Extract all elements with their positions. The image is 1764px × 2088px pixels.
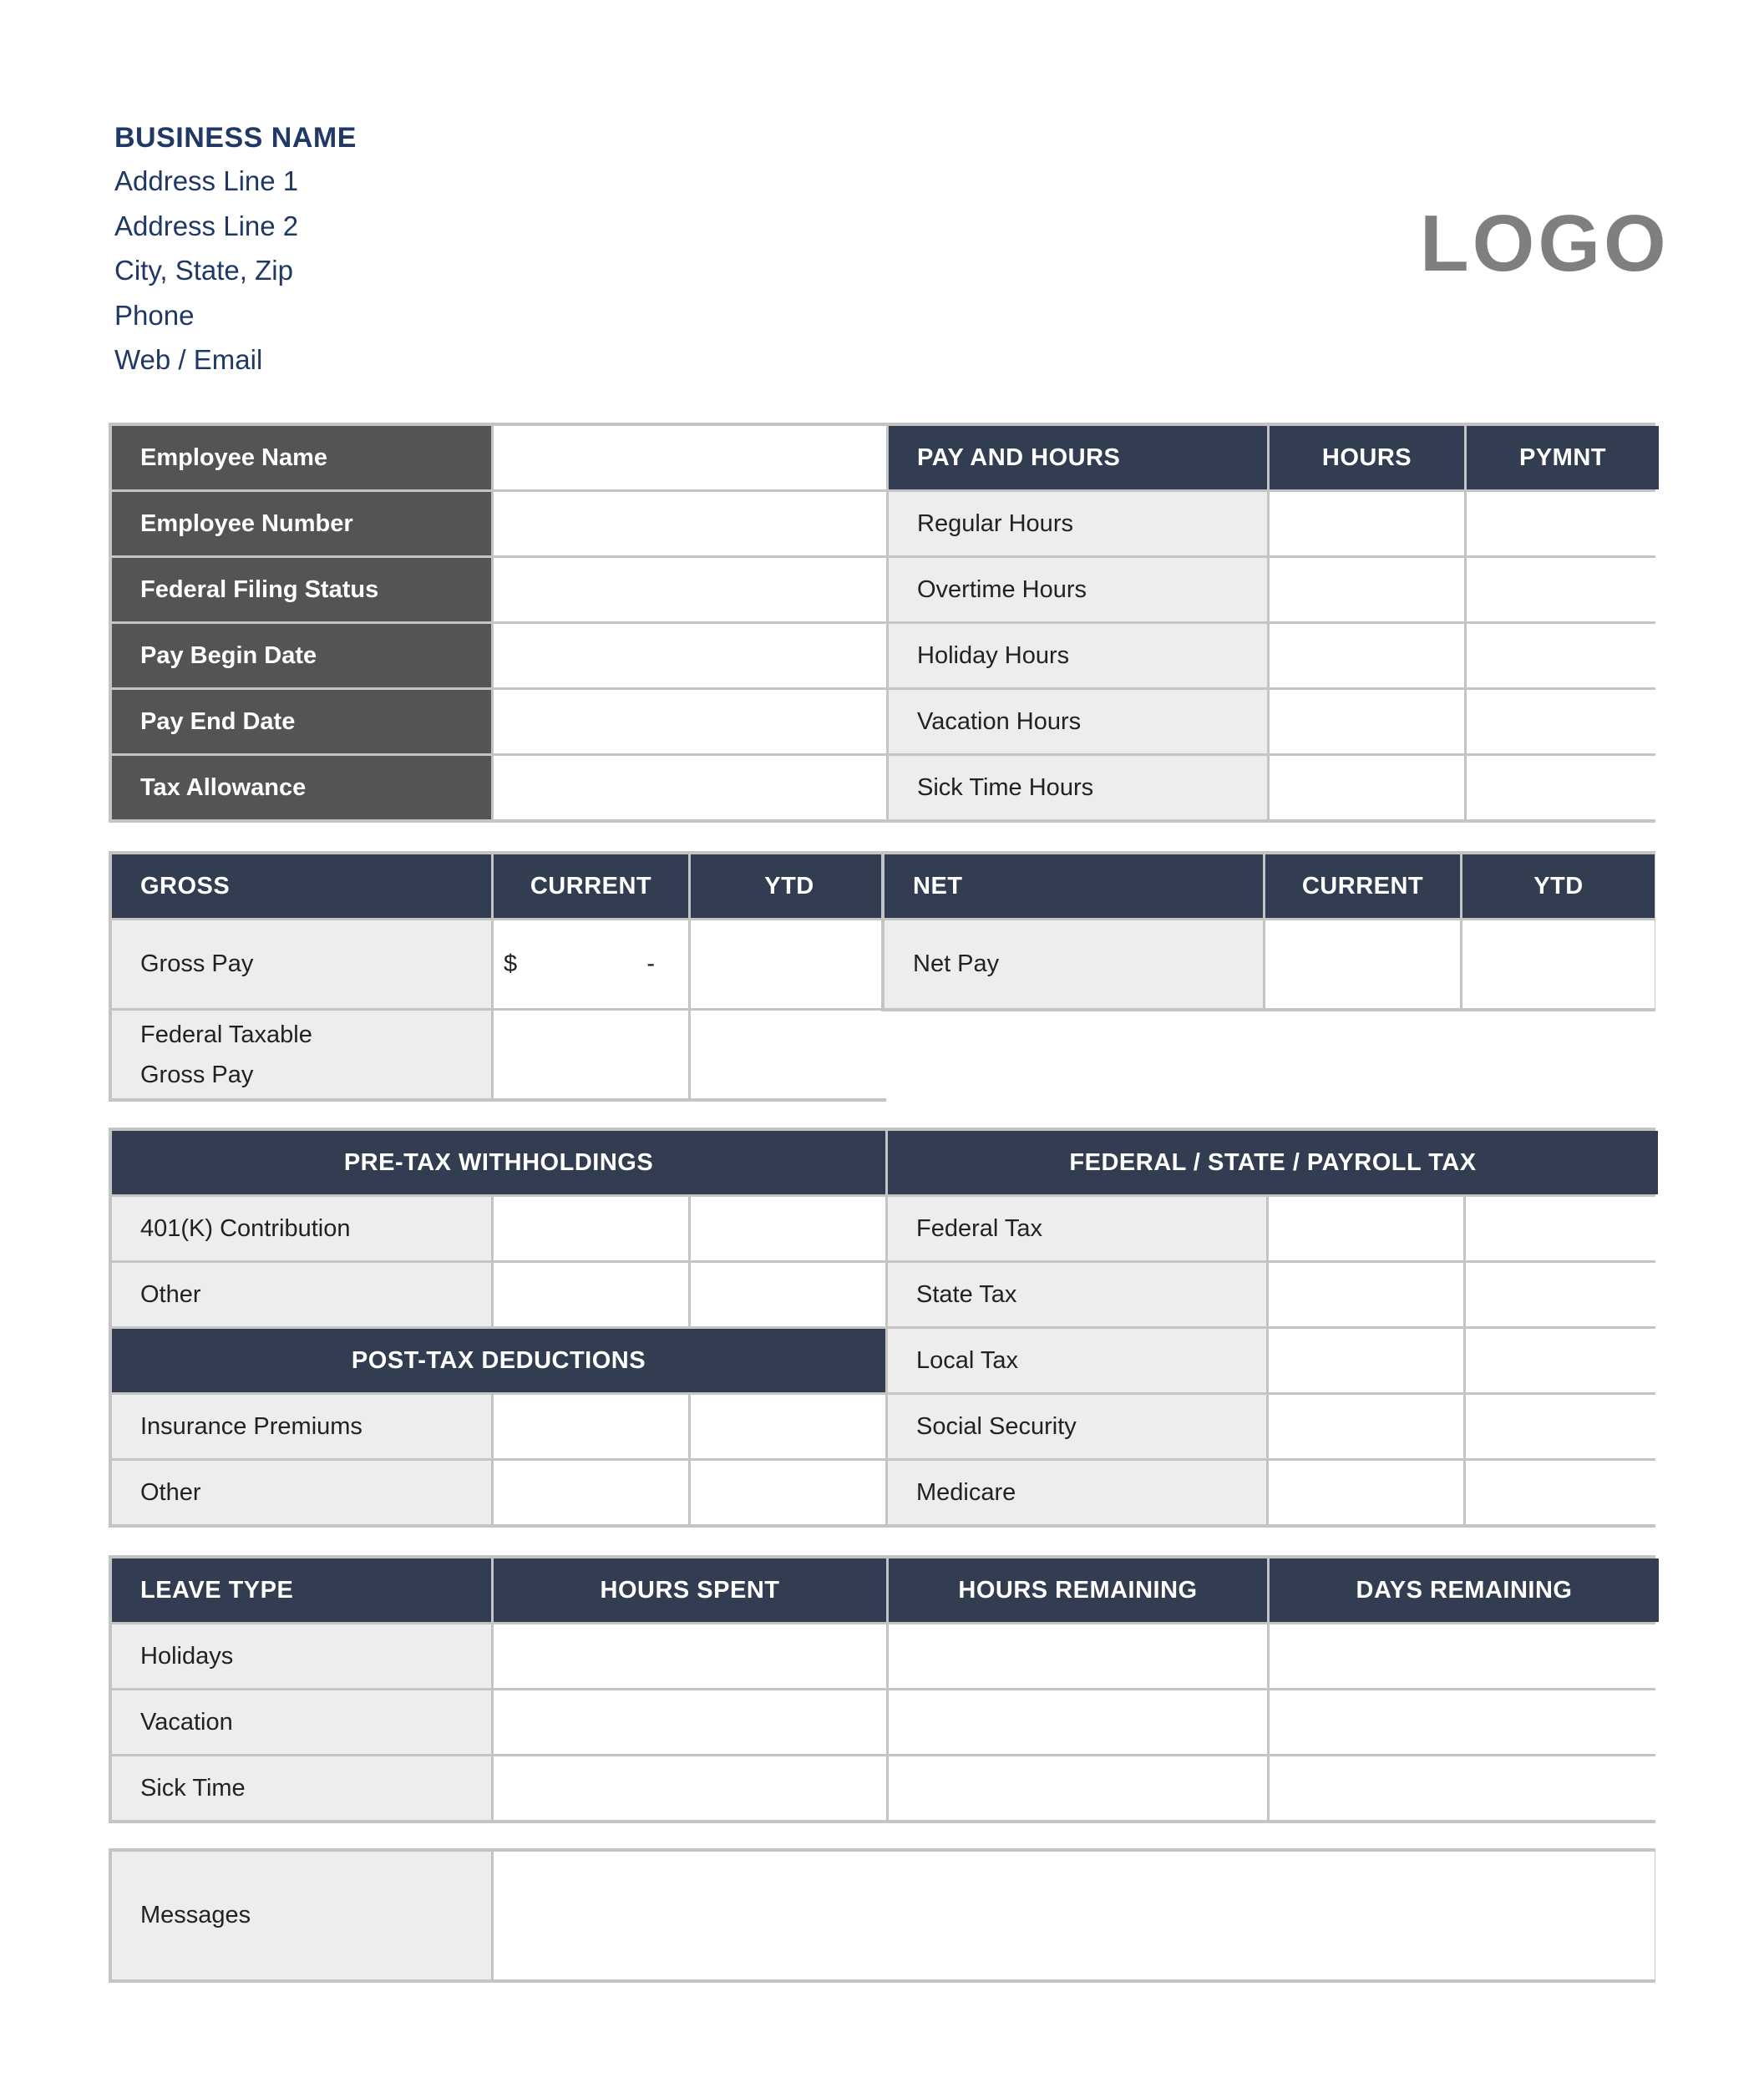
medicare-label: Medicare [888,1461,1266,1524]
net-pay-current[interactable] [1265,920,1460,1008]
address-line-2: Address Line 2 [114,210,299,241]
overtime-hours-value[interactable] [1270,558,1464,621]
employee-number-label: Employee Number [112,492,491,555]
federal-tax-ytd[interactable] [1466,1197,1658,1260]
federal-taxable-current[interactable] [494,1011,688,1098]
pay-end-date-label: Pay End Date [112,690,491,753]
vacation-hours-label: Vacation Hours [889,690,1267,753]
holiday-hours-label: Holiday Hours [889,624,1267,687]
pay-begin-date-value[interactable] [494,624,886,687]
net-pay-label: Net Pay [885,920,1263,1008]
posttax-deductions-header: POST-TAX DEDUCTIONS [112,1329,885,1392]
posttax-other-label: Other [112,1461,491,1524]
gross-pay-current[interactable] [494,920,688,1008]
gross-ytd-header: YTD [691,854,888,918]
regular-hours-value[interactable] [1270,492,1464,555]
sick-time-hours-payment[interactable] [1467,756,1659,819]
vacation-hours-remaining[interactable] [889,1690,1267,1754]
gross-pay-label: Gross Pay [112,920,491,1008]
employee-name-label: Employee Name [112,426,491,489]
social-security-label: Social Security [888,1395,1266,1458]
federal-filing-status-value[interactable] [494,558,886,621]
vacation-hours-value[interactable] [1270,690,1464,753]
pay-hours-header: PAY AND HOURS [889,426,1267,489]
sick-time-hours-remaining[interactable] [889,1756,1267,1820]
overtime-hours-payment[interactable] [1467,558,1659,621]
federal-taxable-line-2: Gross Pay [140,1061,254,1088]
gross-header: GROSS [112,854,491,918]
local-tax-ytd[interactable] [1466,1329,1658,1392]
phone: Phone [114,299,195,331]
tax-allowance-value[interactable] [494,756,886,819]
payment-column-header: PYMNT [1467,426,1659,489]
local-tax-label: Local Tax [888,1329,1266,1392]
business-name: BUSINESS NAME [114,122,357,154]
posttax-other-ytd[interactable] [691,1461,885,1524]
holiday-hours-value[interactable] [1270,624,1464,687]
vacation-label: Vacation [112,1690,491,1754]
holidays-days-remaining[interactable] [1270,1624,1659,1688]
holiday-hours-payment[interactable] [1467,624,1659,687]
federal-filing-status-label: Federal Filing Status [112,558,491,621]
federal-taxable-line-1: Federal Taxable [140,1021,312,1048]
401k-contribution-ytd[interactable] [691,1197,885,1260]
federal-tax-label: Federal Tax [888,1197,1266,1260]
holidays-hours-remaining[interactable] [889,1624,1267,1688]
social-security-ytd[interactable] [1466,1395,1658,1458]
net-pay-ytd[interactable] [1462,920,1655,1008]
messages-value[interactable] [494,1852,1655,1979]
sick-time-hours-label: Sick Time Hours [889,756,1267,819]
vacation-hours-spent[interactable] [494,1690,886,1754]
sick-time-hours-spent[interactable] [494,1756,886,1820]
messages-label: Messages [112,1852,491,1979]
401k-contribution-current[interactable] [494,1197,688,1260]
posttax-other-current[interactable] [494,1461,688,1524]
leave-type-header: LEAVE TYPE [112,1558,491,1622]
sick-time-days-remaining[interactable] [1270,1756,1659,1820]
hours-column-header: HOURS [1270,426,1464,489]
regular-hours-payment[interactable] [1467,492,1659,555]
insurance-premiums-ytd[interactable] [691,1395,885,1458]
days-remaining-header: DAYS REMAINING [1270,1558,1659,1622]
state-tax-label: State Tax [888,1263,1266,1326]
web-email: Web / Email [114,344,263,375]
pay-end-date-value[interactable] [494,690,886,753]
tax-allowance-label: Tax Allowance [112,756,491,819]
employee-name-value[interactable] [494,426,886,489]
holidays-label: Holidays [112,1624,491,1688]
insurance-premiums-current[interactable] [494,1395,688,1458]
hours-spent-header: HOURS SPENT [494,1558,886,1622]
logo-placeholder: LOGO [1420,199,1670,288]
employee-pay-hours-table [109,423,1655,823]
messages-table [109,1848,1655,1983]
pay-begin-date-label: Pay Begin Date [112,624,491,687]
address-line-1: Address Line 1 [114,165,299,196]
leave-table [109,1555,1655,1823]
net-table [881,851,1655,1011]
overtime-hours-label: Overtime Hours [889,558,1267,621]
vacation-hours-payment[interactable] [1467,690,1659,753]
regular-hours-label: Regular Hours [889,492,1267,555]
hours-remaining-header: HOURS REMAINING [889,1558,1267,1622]
federal-taxable-gross-pay-label [112,1011,491,1098]
net-ytd-header: YTD [1462,854,1655,918]
federal-taxable-ytd[interactable] [691,1011,888,1098]
tax-header: FEDERAL / STATE / PAYROLL TAX [888,1131,1658,1194]
gross-pay-current-amount: - [646,950,655,977]
medicare-current[interactable] [1269,1461,1463,1524]
employee-number-value[interactable] [494,492,886,555]
gross-current-header: CURRENT [494,854,688,918]
currency-symbol: $ [504,950,518,977]
pretax-other-ytd[interactable] [691,1263,885,1326]
gross-pay-ytd[interactable] [691,920,888,1008]
city-state-zip: City, State, Zip [114,255,293,286]
business-info [114,117,357,383]
net-header: NET [885,854,1263,918]
sick-time-label: Sick Time [112,1756,491,1820]
withholdings-taxes-table [109,1128,1655,1528]
medicare-ytd[interactable] [1466,1461,1658,1524]
pretax-other-label: Other [112,1263,491,1326]
social-security-current[interactable] [1269,1395,1463,1458]
local-tax-current[interactable] [1269,1329,1463,1392]
net-current-header: CURRENT [1265,854,1460,918]
sick-time-hours-value[interactable] [1270,756,1464,819]
401k-contribution-label: 401(K) Contribution [112,1197,491,1260]
pretax-withholdings-header: PRE-TAX WITHHOLDINGS [112,1131,885,1194]
state-tax-ytd[interactable] [1466,1263,1658,1326]
holidays-hours-spent[interactable] [494,1624,886,1688]
insurance-premiums-label: Insurance Premiums [112,1395,491,1458]
pretax-other-current[interactable] [494,1263,688,1326]
federal-tax-current[interactable] [1269,1197,1463,1260]
vacation-days-remaining[interactable] [1270,1690,1659,1754]
gross-table [109,851,886,1102]
state-tax-current[interactable] [1269,1263,1463,1326]
